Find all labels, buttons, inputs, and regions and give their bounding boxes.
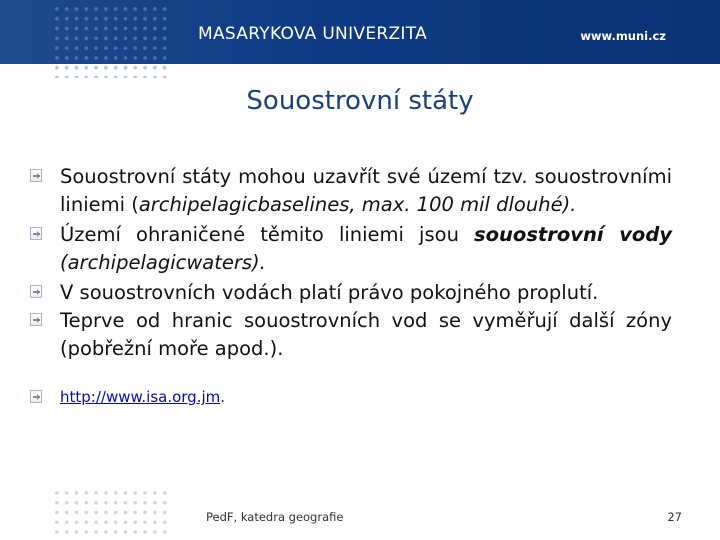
- bullet-item: [30, 163, 672, 219]
- university-name: MASARYKOVA UNIVERZITA: [198, 24, 428, 44]
- bullet-item: [30, 221, 672, 277]
- slide-content: [30, 163, 672, 406]
- page-number: 27: [667, 510, 682, 524]
- bullet-text: V souostrovních vodách platí právo pokojného proplutí.: [60, 281, 599, 304]
- bullet-text: Území ohraničené těmito liniemi jsou: [60, 223, 475, 246]
- bullet-item: [30, 279, 672, 307]
- bullet-arrow-icon: [30, 285, 42, 298]
- bullet-arrow-icon: [30, 390, 42, 403]
- bullet-arrow-icon: [30, 169, 42, 182]
- footer-dot-pattern: [52, 488, 170, 540]
- slide-title: Souostrovní státy: [246, 86, 474, 116]
- university-url: www.muni.cz: [580, 29, 666, 43]
- logo-dot-pattern: [52, 4, 170, 78]
- bullet-text: Teprve od hranic souostrovních vod se vyměřují další zóny (pobřežní moře apod.).: [60, 309, 672, 360]
- bullet-text-italic: (archipelagicwaters).: [60, 251, 266, 274]
- bullet-arrow-icon: [30, 313, 42, 326]
- footer-text: PedF, katedra geografie: [206, 510, 344, 524]
- isa-link[interactable]: http://www.isa.org.jm: [60, 388, 221, 406]
- bullet-text: Souostrovní státy mohou uzavřít své území tzv. souostrovními liniemi (: [60, 165, 672, 216]
- bullet-text-bold-italic: souostrovní vody: [474, 223, 672, 246]
- header-bar: [0, 0, 720, 64]
- bullet-arrow-icon: [30, 227, 42, 240]
- bullet-item: [30, 307, 672, 363]
- link-period: .: [220, 388, 226, 406]
- bullet-text-italic: archipelagicbaselines, max. 100 mil dlouhé).: [138, 193, 577, 216]
- link-item: [30, 388, 672, 406]
